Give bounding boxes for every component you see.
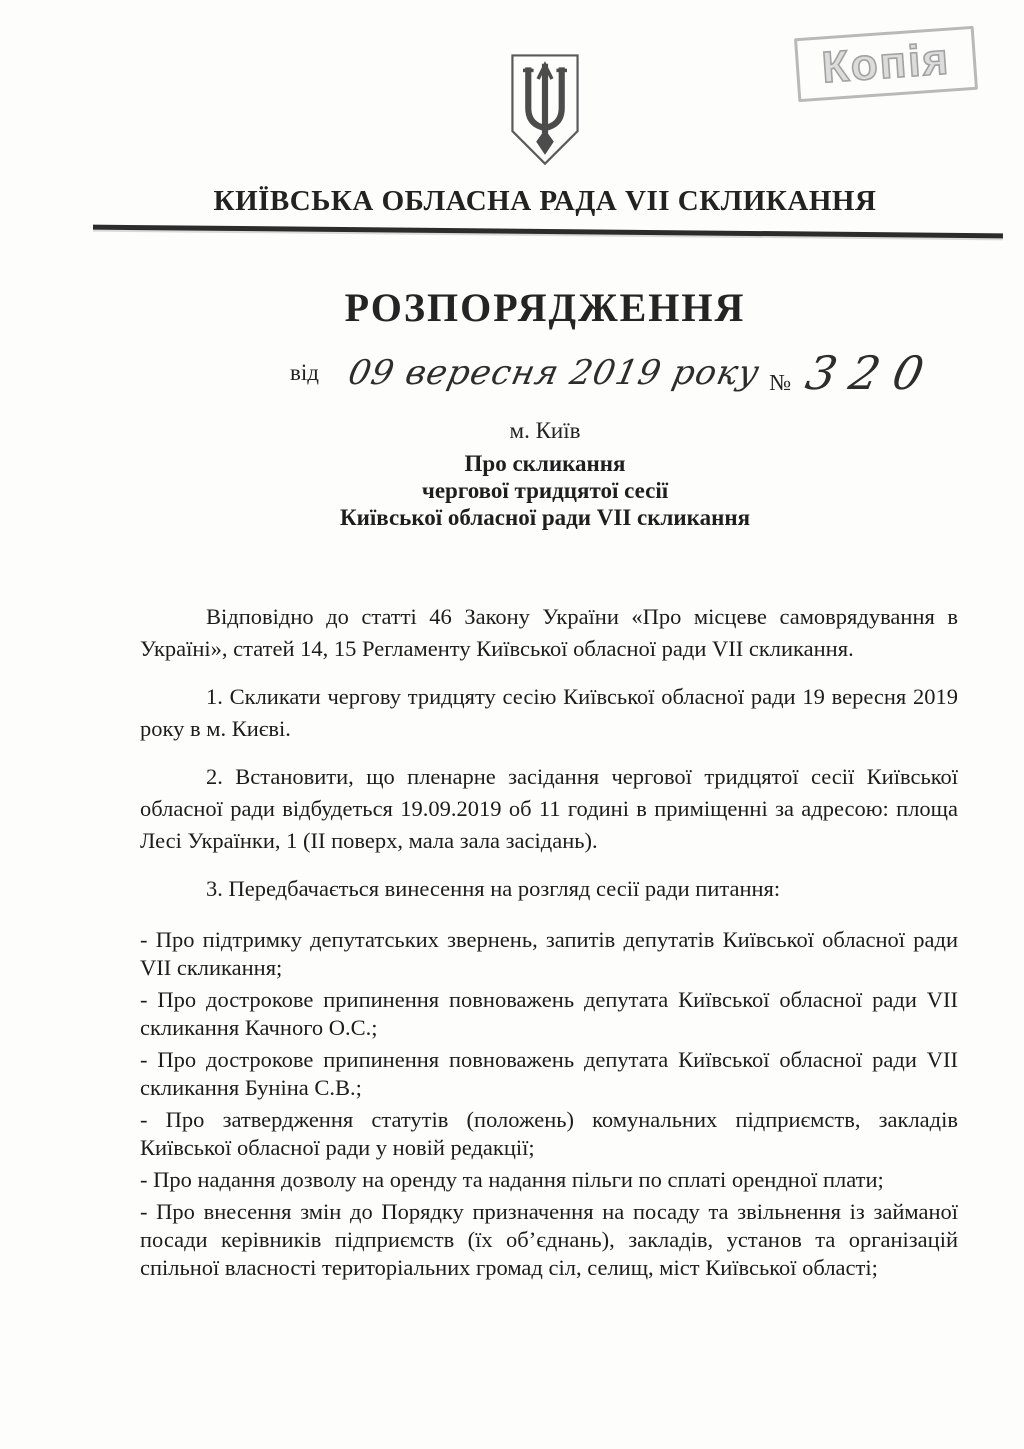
paragraph-legal-basis: Відповідно до статті 46 Закону України «Про місцеве самоврядування в Україні», статей 14, 15 Регламенту Київської обласної ради VII скликання. [140,604,958,661]
agenda-item: - Про дострокове припинення повноважень депутата Київської обласної ради VII скликання Качного О.С.; [140,987,958,1040]
agenda-list [140,926,958,1282]
document-type-heading: РОЗПОРЯДЖЕННЯ [344,285,746,330]
subject-block [105,450,985,531]
date-number-line [290,340,985,406]
city-label: м. Київ [509,418,581,443]
agenda-item: - Про затвердження статутів (положень) комунальних підприємств, закладів Київської обласної ради у новій редакції; [140,1107,958,1160]
number-sign-label: № [769,370,792,395]
paragraph-item-1: 1. Скликати чергову тридцяту сесію Київської обласної ради 19 вересня 2019 року в м. Києві. [140,684,958,741]
document-body [140,601,958,1282]
agenda-item: - Про підтримку депутатських звернень, запитів депутатів Київської обласної ради VII скликання; [140,927,958,980]
copy-stamp-label: Копія [820,34,952,93]
agenda-item: - Про дострокове припинення повноважень депутата Київської обласної ради VII скликання Буніна С.В.; [140,1047,958,1100]
copy-stamp [794,26,978,102]
ukraine-trident-icon [501,50,589,170]
subject-line-3: Київської обласної ради VII скликання [339,505,751,530]
org-title: КИЇВСЬКА ОБЛАСНА РАДА VII СКЛИКАННЯ [213,185,877,217]
paragraph-item-2: 2. Встановити, що пленарне засідання чергової тридцятої сесії Київської обласної ради відбудеться 19.09.2019 об 11 годині в приміщенні за адресою: площа Лесі Українки, 1 (ІІ поверх, мала зала засідань). [140,764,958,853]
paragraph-item-3: 3. Передбачається винесення на розгляд сесії ради питання: [206,876,781,901]
handwritten-number: 320 [801,346,943,400]
subject-line-2: чергової тридцятої сесії [421,478,669,503]
date-prefix-label: від [290,360,319,385]
agenda-item: - Про внесення змін до Порядку призначення на посаду та звільнення із займаної посади керівників підприємств (їх об’єднань), закладів, установ та організацій спільної власності територіальних громад сіл, селищ, міст Київської області; [140,1199,958,1280]
handwritten-date: 09 вересня 2019 року [344,353,764,393]
header-divider [93,225,1003,239]
agenda-item: - Про надання дозволу на оренду та надання пільги по сплаті орендної плати; [140,1167,884,1192]
subject-line-1: Про скликання [464,451,626,476]
